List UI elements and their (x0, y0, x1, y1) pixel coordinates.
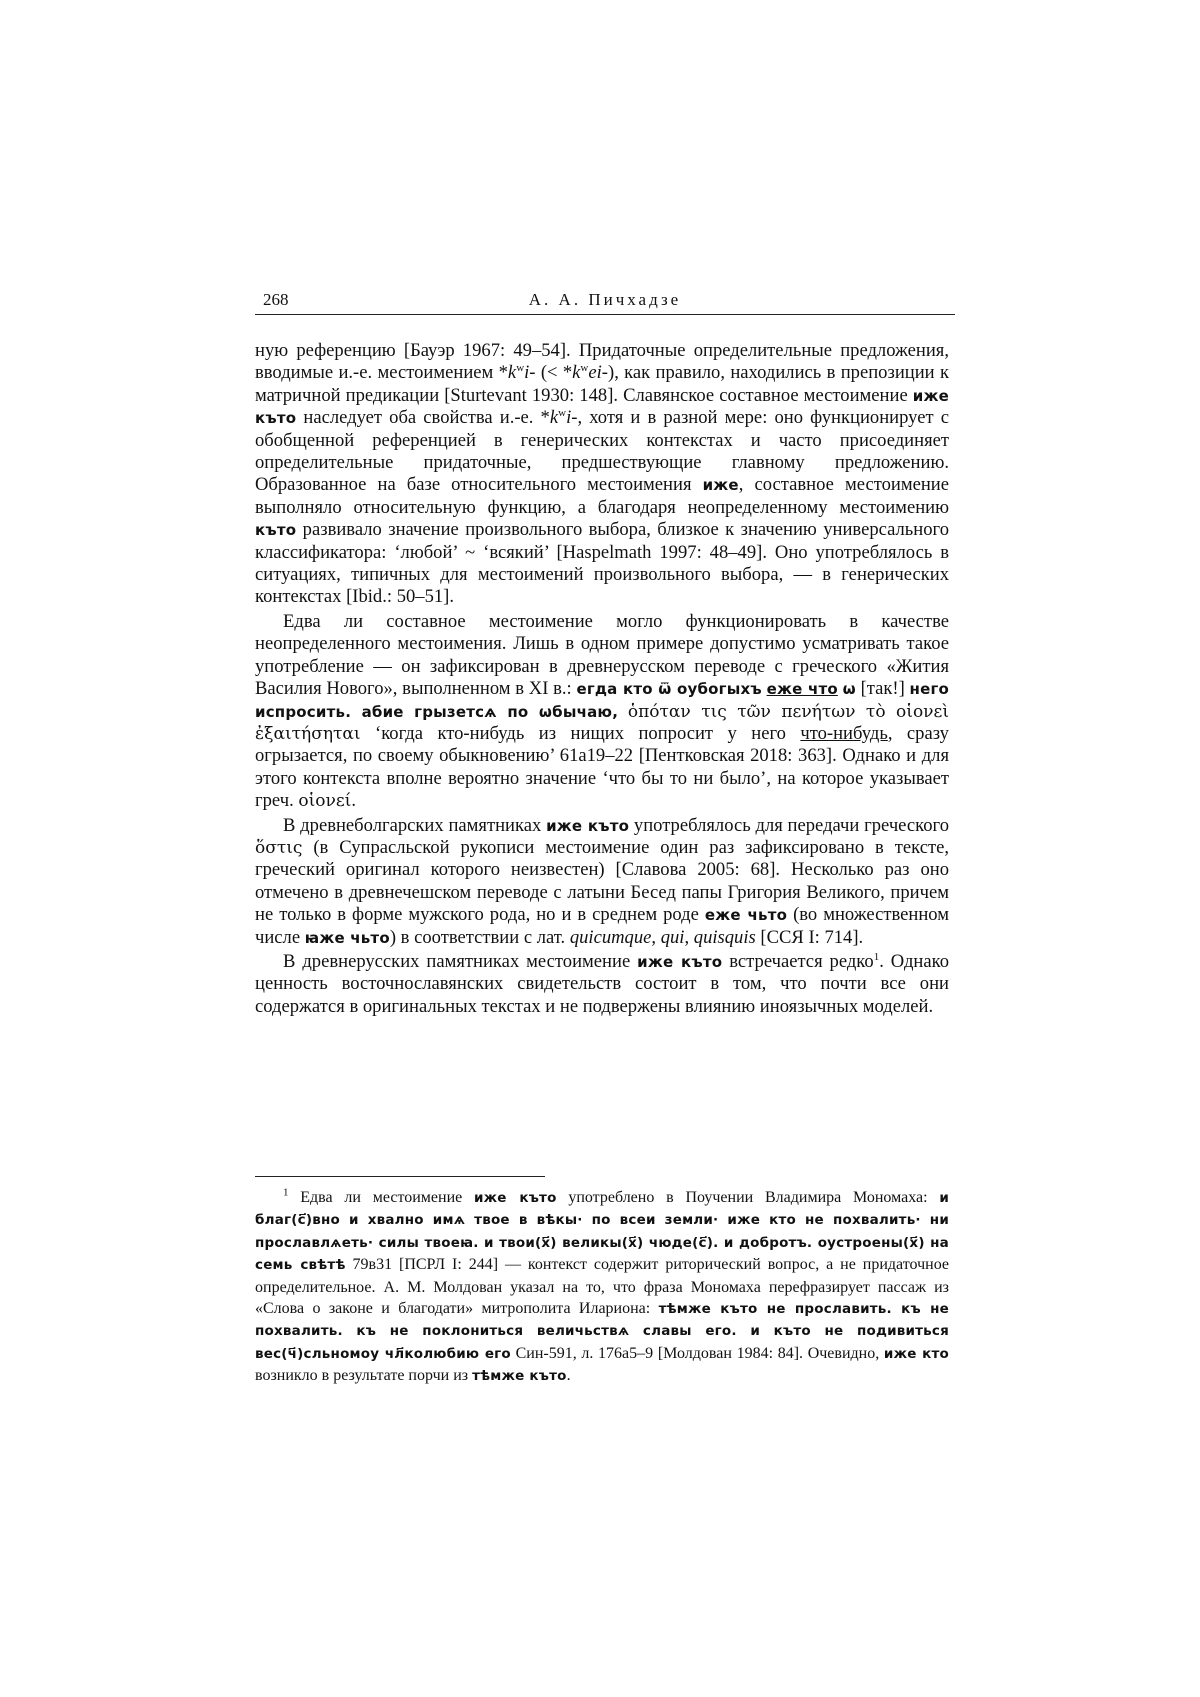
church-slavonic-word: къто (255, 521, 297, 540)
paragraph-3 (255, 815, 949, 949)
underlined-run: что-нибудь (800, 722, 888, 744)
latin-word: quisquis (693, 926, 756, 948)
footnote-number: 1 (283, 1186, 289, 1199)
text-run: Син-591, л. 176а5–9 [Молдован 1984: 84]. Очевидно, (510, 1344, 884, 1362)
text-run: употреблено в Поучении Владимира Мономаха: (556, 1189, 940, 1206)
text-run: развивало значение произвольного выбора, близкое к значению универсального классификатора: ‘любой’ ~ ‘всякий’ [Haspelmath 1997: 48–49]. Оно употреблялось в ситуациях, типичных для местоимений произвольного выбора, — в генерических контекстах [Ibid.: 50–51]. (255, 519, 949, 608)
italic-run: k (572, 362, 581, 384)
latin-word: quicumque (569, 926, 652, 948)
church-slavonic-word: иже кто (883, 1345, 949, 1362)
text-run: В древнерусских памятниках местоимение (283, 950, 638, 972)
text-run: (в Супрасльской рукописи местоимение один раз зафиксировано в тексте, греческий оригинал которого неизвестен) [Славова 2005: 68]. Несколько раз оно отмечено в древнечешском переводе с латыни Бесед папы Григория Великого, причем не только в форме мужского рода, но и в среднем роде (255, 836, 949, 926)
text-run: , (684, 926, 694, 948)
church-slavonic-word: ꙗже чьто (304, 928, 390, 947)
church-slavonic-word: тѣмже къто (472, 1368, 567, 1385)
footnote-reference[interactable]: 1 (873, 950, 880, 963)
greek-quote: ὁπόταν τις τῶν πενήτων τὸ οἱονεὶ ἐξαιτήσηται (255, 701, 949, 744)
paragraph-2 (255, 611, 949, 813)
church-slavonic-underlined: еже что (766, 680, 838, 699)
text-run: употреблялось для передачи греческого (629, 814, 949, 836)
italic-run: ei- (588, 362, 608, 384)
text-run: , составное местоимение выполняло относительную функцию, а благодаря неопределенному местоимению (255, 474, 949, 518)
text-run: возникло в результате порчи из (255, 1367, 473, 1385)
text-run: , сразу огрызается, по своему обыкновению’ 61а19–22 [Пентковская 2018: 363]. Однако и для этого контекста вполне вероятно значение ‘что бы то ни было’, на которое указывает греч. (255, 722, 949, 812)
text-run: 79в31 [ПСРЛ I: 244] — контекст содержит риторический вопрос, а не придаточное определительное. А. М. Молдован указал на то, что фраза Мономаха перефразирует пассаж из «Слова о законе и благодати» митрополита Илариона: (255, 1256, 949, 1318)
text-run: ), как правило, находились в препозиции к матричной предикации [Sturtevant 1930: 148]. Славянское составное местоимение (255, 362, 949, 406)
church-slavonic-word: иже къто (637, 952, 723, 971)
text-run: (во множественном числе (255, 904, 949, 948)
italic-run: k (507, 362, 517, 384)
text-run: . (566, 1367, 571, 1385)
text-run: , хотя и в разной мере: оно функционирует с обобщенной референцией в генерических контекстах и часто присоединяет определительные придаточные, предшествующие главному предложению. Образованное на базе относительного местоимения (255, 407, 949, 496)
church-slavonic-word: еже чьто (704, 906, 788, 925)
text-run: . Однако ценность восточнославянских свидетельств состоит в том, что почти все они содержатся в оригинальных текстах и не подвержены влиянию иноязычных моделей. (255, 950, 950, 1017)
greek-word: οἱονεί (298, 791, 352, 812)
text-run: наследует оба свойства и.-е. * (296, 407, 550, 429)
church-slavonic-quote: и благ(с҃)вно и хвално имѧ твое в вѣкы· по всеи земли· иже кто не похвалить· ни прославлѧеть· силы твоеꙗ. и твои(х҃) великы(х҃) чюде(с҃). и добротъ. оустроены(х҃) на семь свѣтѣ (255, 1190, 949, 1274)
running-head-author: А. А. Пичхадзе (528, 290, 682, 309)
text-run: Едва ли местоимение (288, 1189, 475, 1206)
text-run: , (651, 926, 661, 948)
church-slavonic-quote: егда кто ѿ оубогыхъ (576, 680, 762, 699)
paragraph-4 (255, 951, 949, 1018)
church-slavonic-quote: тѣмже къто не прославить. къ не похвалить. къ не поклониться величьствѧ славы его. и къто не подивиться вес(ч҃)сльномоу чл҃колюбию его (255, 1301, 949, 1362)
italic-run: i- (524, 362, 536, 384)
superscript: w (516, 362, 525, 375)
text-run: ) в соответствии с лат. (389, 926, 570, 948)
church-slavonic-quote: него испросить. абие грызетсѧ по ѡбычаю, (255, 680, 950, 721)
superscript: w (558, 407, 567, 420)
church-slavonic-quote: ѡ (842, 680, 856, 699)
footnote-paragraph (255, 1187, 949, 1388)
running-header (255, 288, 955, 315)
church-slavonic-word: иже къто (546, 816, 630, 835)
page-number: 268 (263, 290, 289, 309)
text-run: В древнеболгарских памятниках (283, 814, 547, 836)
church-slavonic-word: иже къто (474, 1190, 557, 1206)
paragraph-1 (255, 340, 949, 609)
greek-word: ὅστις (255, 837, 303, 858)
text-run: встречается редко (722, 950, 874, 972)
footnote-separator (255, 1176, 545, 1177)
text-run: Едва ли составное местоимение могло функционировать в качестве неопределенного местоимения. Лишь в одном примере допустимо усматривать такое употребление — он зафиксирован в древнерусском переводе с греческого «Жития Василия Нового», выполненном в XI в.: (255, 610, 949, 700)
text-run: . (351, 790, 356, 812)
text-run: ную референцию [Бауэр 1967: 49–54]. Придаточные определительные предложения, вводимые и.-е. местоимением * (255, 340, 949, 384)
church-slavonic-word: иже къто (255, 386, 949, 428)
italic-run: i- (566, 407, 578, 429)
text-run: [ССЯ I: 714]. (755, 926, 864, 948)
latin-word: qui (660, 926, 685, 948)
text-run: [так!] (855, 678, 910, 700)
italic-run: k (549, 407, 559, 429)
superscript: w (580, 362, 589, 375)
footnote-1 (255, 1187, 949, 1388)
main-text (255, 340, 949, 1018)
text-run: (< * (535, 362, 573, 384)
church-slavonic-word: иже (702, 476, 739, 495)
text-run: ‘когда кто-нибудь из нищих попросит у него (360, 722, 801, 744)
